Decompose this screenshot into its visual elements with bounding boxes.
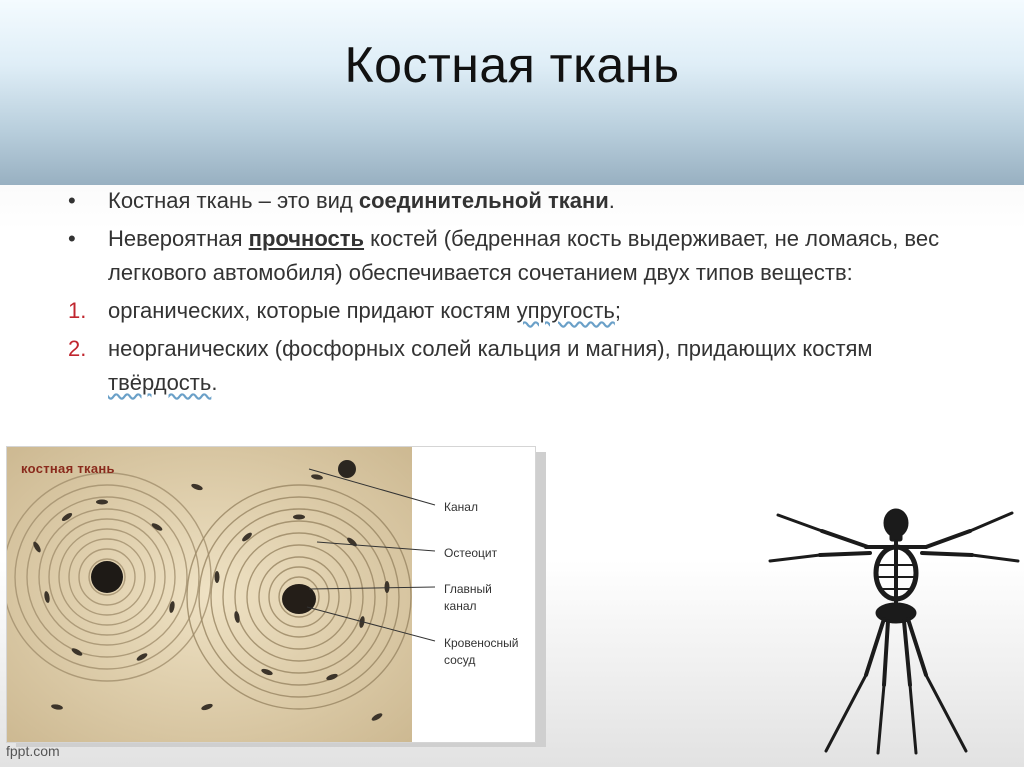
number-marker: 1. — [68, 298, 87, 323]
micrograph-image — [7, 447, 437, 742]
label-blood-vessel-line2: сосуд — [444, 653, 476, 667]
numbered-item — [60, 332, 980, 400]
bullet-emphasis: прочность — [248, 226, 365, 251]
numbered-text-end: ; — [614, 298, 621, 323]
numbered-text: неорганических (фосфорных солей кальция и магния), придающих костям — [108, 336, 873, 361]
label-osteocyte: Остеоцит — [444, 546, 498, 560]
label-main-canal-line1: Главный — [444, 582, 492, 596]
bone-tissue-figure — [6, 446, 536, 743]
numbered-text: органических, которые придают костям — [108, 298, 517, 323]
label-main-canal-line2: канал — [444, 599, 477, 613]
bullet-emphasis: соединительной ткани — [358, 188, 609, 213]
numbered-text-end: . — [211, 370, 218, 395]
slide-content — [60, 180, 980, 400]
numbered-item — [60, 294, 980, 328]
slide-title: Костная ткань — [344, 37, 680, 93]
skeleton-illustration — [760, 495, 1020, 757]
bullet-text-end: костей (бедренная кость выдерживает, не ломаясь, вес легкового автомобиля) обеспечивается сочетанием двух типов веществ: — [108, 226, 940, 285]
bullet-text-end: . — [608, 188, 615, 213]
numbered-emphasis: упругость — [516, 298, 615, 323]
label-blood-vessel — [444, 635, 519, 669]
bullet-text: Костная ткань – это вид — [108, 188, 359, 213]
label-main-canal — [444, 581, 492, 615]
number-marker: 2. — [68, 336, 87, 361]
bullet-marker: • — [68, 226, 76, 251]
bullet-item — [60, 222, 980, 290]
watermark: fppt.com — [6, 743, 60, 759]
numbered-emphasis: твёрдость — [108, 370, 212, 395]
bullet-marker: • — [68, 188, 76, 213]
bullet-text: Невероятная — [108, 226, 249, 251]
figure-title: костная ткань — [21, 461, 115, 476]
label-blood-vessel-line1: Кровеносный — [444, 636, 519, 650]
label-canal: Канал — [444, 500, 478, 514]
bullet-item — [60, 184, 980, 218]
